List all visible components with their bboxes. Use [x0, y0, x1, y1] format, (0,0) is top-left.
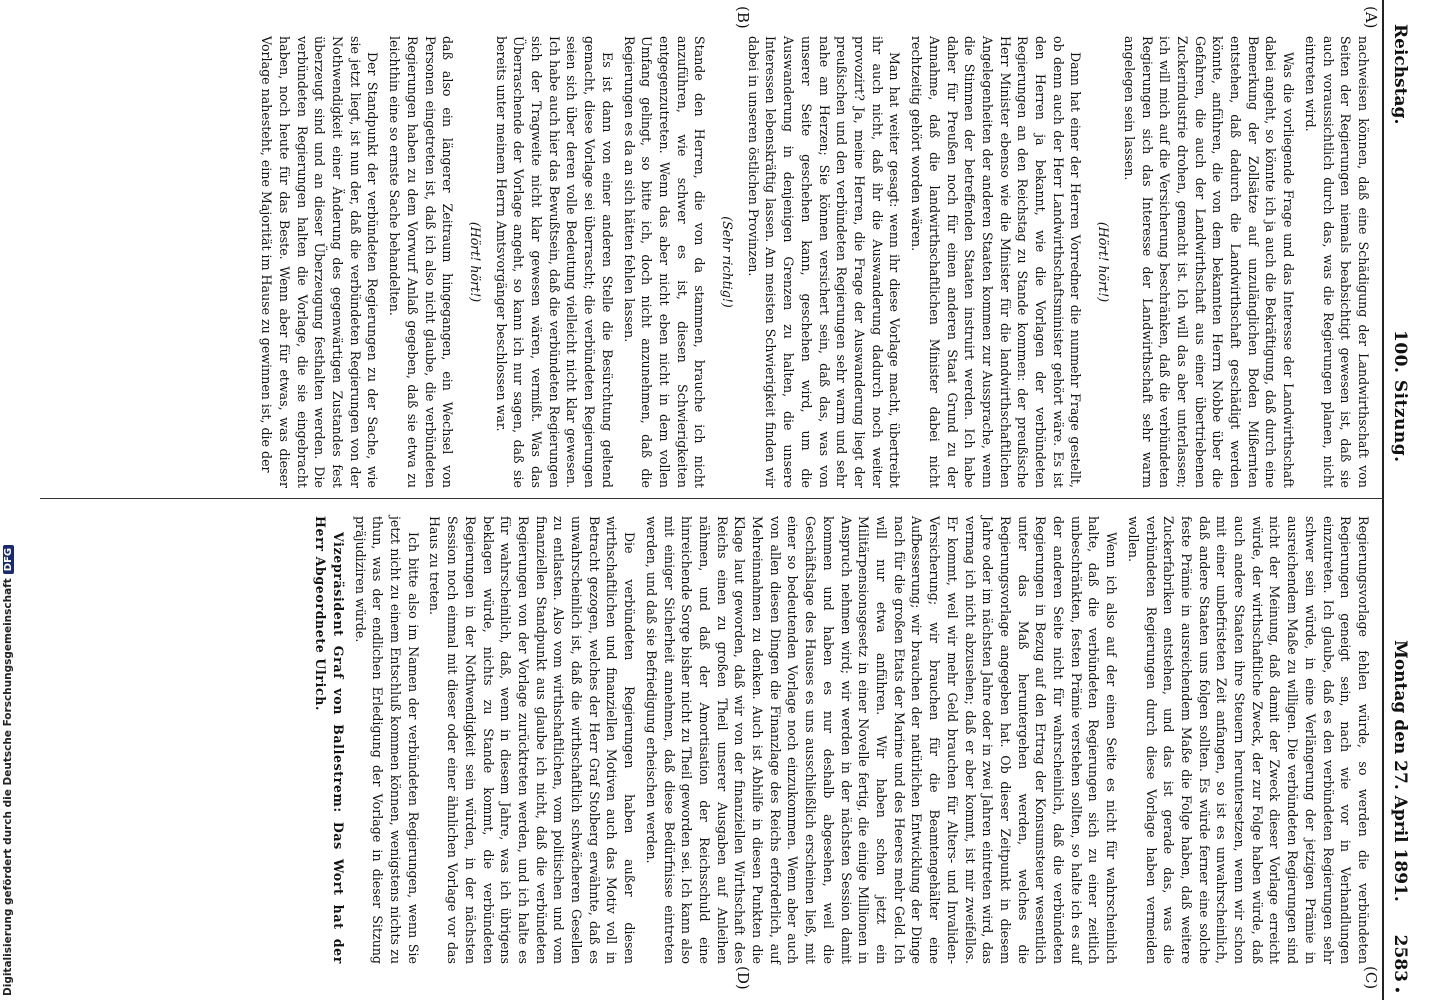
- margin-letter-a: (A): [1362, 6, 1380, 29]
- page-number: 2583: [1390, 934, 1410, 982]
- paragraph: Wenn ich also auf der einen Seite es nicht für wahrscheinlich halte, daß die verbündeten Regierungen sich zu einer zeitlich unbeschränkten, festen Prämie verstehen sollten, so halte ich es auf der anderen Seite nicht für wahrscheinlich, daß die verbündeten Regierungen in Bezug auf den Ertrag der Konsumsteuer wesentlich unter das Maß heruntergehen werden, welches die Regierungsvorlage angegeben hat. Ob dieser Zeitpunkt in diesem Jahre oder im nächsten Jahre oder in zwei Jahren eintreten wird, das vermag ich nicht abzusehen; daß er aber kommt, ist mir zweifellos. Er kommt, weil wir mehr Geld brauchen für Alters- und Invaliden-Versicherung; wir brauchen für die Beamtengehälter eine Aufbesserung; wir brauchen der natürlichen Entwicklung der Dinge nach für die großen Etats der Marine und des Heeres mehr Geld. Ich will nur etwa anführen. Wir haben schon jetzt ein Militärpensionsgesetz in einer Novelle fertig, die einige Millionen in Anspruch nehmen wird; wir werden in der nächsten Session damit kommen und haben es nur deshalb abgesehen, weil die Geschäftslage des Hauses es uns ausschließlich erscheinen ließ, mit einer so bedeutenden Vorlage noch einzukommen. Wenn aber auch von allen diesen Dingen die Finanzlage des Reichs erforderlich, auf Mehreinnahmen zu denken. Auch ist Abhilfe in diesen Punkten die Klage laut geworden, daß wir von der finanziellen Wirthschaft des Reichs einen zu großen Theil unserer Ausgaben auf Anleihen nähmen, und daß der Amortisation der Reichsschuld eine hinreichende Sorge bisher nicht zu Theil geworden sei. Ich kann also mit einiger Sicherheit annehmen, daß diese Bedürfnisse eintreten werden, und daß sie Befriedigung erheischen werden.: [643, 516, 1120, 964]
- paragraph: Man hat weiter gesagt: wenn ihr diese Vorlage macht, übertreibt ihr auch nicht, daß ihr die Auswanderung dadurch noch weiter provozirt? Ja, meine Herren, die Frage der Auswanderung liegt der preußischen und den verbündeten Regierungen sehr warm und sehr nahe am Herzen; Sie können versichert sein, daß das, was von unserer Seite geschehen kann, geschehen wird, um die Auswanderung in denjenigen Grenzen zu halten, die unsere Interessen lebenskräftig lassen. Am meisten Schwierigkeit finden wir dabei in unseren östlichen Provinzen.: [745, 36, 903, 488]
- margin-letter-d: (D): [734, 966, 752, 990]
- paragraph: Es ist dann von einer anderen Stelle die Besürchtung geltend gemacht, diese Vorlage sei überrascht; die verbündeten Regierungen seien sich über deren volle Bedeutung vielleicht nicht klar gewesen. Ich habe auch hier das Bewußtsein, daß die verbündeten Regierungen sich der Tragweite nicht klar gewesen wären, vermißt. Was das Überraschende der Vorlage angeht, so kann ich nur sagen, daß sie bereits unter meinem Herrn Amtsvorgänger beschlossen war.: [493, 36, 615, 488]
- paragraph: Die verbündeten Regierungen haben außer diesen wirthschaftlichen und finanziellen Motiven auch das Motiv voll in Betracht gezogen, welches der Herr Graf Stolberg erwähnte, daß es unwahrscheinlich ist, daß die wirthschaftlich schwächeren Gesellen zu entlasten. Also vom wirthschaftlichen, vom politischen und vom finanziellen Standpunkt aus glaube ich nicht, daß die verbündeten Regierungen von der Vorlage zurücktreten werden, und ich halte es für wahrscheinlich, daß, wenn in diesem Jahre, was ich übrigens beklagen würde, nichts zu Stande kommt, die verbündeten Regierungen in der Nothwendigkeit sein würden, in der nächsten Session noch einmal mit dieser oder einer ähnlichen Vorlage vor das Haus zu treten.: [427, 516, 638, 964]
- paragraph: Was die vorliegende Frage und das Interesse der Landwirthschaft dabei angeht, so könnte ich ja auch die Bekräftigung, daß durch eine Bemerkung der Zollsätze auf unzulänglichen Boden Mißernten entstehen, daß dadurch die Landwirthschaft geschädigt werden könnte, anführen, die von dem bekannten Herrn Nobbe über die Gefahren, die auch der Landwirthschaft aus einer übertriebenen Zuckerindustrie drohen, gemacht ist. Ich will das aber unterlassen; ich will mich auf die Versicherung beschränken, daß die verbündeten Regierungen sich das Interesse der Landwirthschaft sehr warm angelegen sein lassen.: [1121, 36, 1297, 488]
- column-divider: [40, 498, 1384, 499]
- paragraph: Ich bitte also im Namen der verbündeten Regierungen, wenn Sie jetzt nicht zu einem Entschluß kommen können, wenigstens nichts zu thun, was der endlichen Erledigung der Vorlage in dieser Sitzung präjudiziren würde.: [352, 516, 421, 964]
- paragraph: Regierungsvorlage fehlen würde, so werden die verbündeten Regierungen geneigt sein, nach wie vor in Verhandlungen einzutreten. Ich glaube, daß es den verbündeten Regierungen sehr schwer sein würde, in eine Verlängerung der jetzigen Prämie in ausreichendem Maße zu willigen. Die verbündeten Regierungen sind nicht der Meinung, daß damit der Zweck dieser Vorlage erreicht würde, der wirthschaftliche Zweck, der zur Folge haben würde, daß auch andere Staaten ihre Steuern heruntersetzen, wenn wir schon mit einer unbefristeten Zeit anfangen, so ist es unwahrscheinlich, daß andere Staaten uns folgen sollten. Es würde ferner eine solche feste Prämie in ausreichendem Maße die Folge haben, daß weitere Zuckerfabriken entstehen, und das ist gerade das, was die verbündeten Regierungen durch diese Vorlage haben vermeiden wollen.: [1125, 516, 1371, 964]
- header-left: Reichstag.: [1390, 24, 1410, 125]
- dfg-logo: DFG: [3, 545, 14, 574]
- paragraph: nachweisen können, daß eine Schädigung der Landwirthschaft von Seiten der Regierungen niemals beabsichtigt gewesen ist, daß sie auch voraussichtlich durch das, was die Regierungen planen, nicht eintreten wird.: [1302, 36, 1371, 488]
- page-header: [1382, 0, 1432, 1000]
- header-right: Montag den 27. April 1891.: [1390, 640, 1410, 902]
- margin-letter-b: (B): [734, 6, 752, 29]
- interjection: (Hört! hört!): [1096, 221, 1112, 303]
- margin-letter-c: (C): [1362, 966, 1380, 990]
- header-center: 100. Sitzung.: [1390, 330, 1410, 463]
- right-column: [308, 516, 1372, 964]
- speaker-line: Vizepräsident Graf von Ballestrem: Das Wort hat der Herr Abgeordnete Ulrich.: [313, 516, 346, 964]
- paragraph: Der Standpunkt der verbündeten Regierungen zu der Sache, wie sie jetzt liegt, ist nun der, daß die verbündeten Regierungen von der Nothwendigkeit einer Änderung des gegenwärtigen Zustandes fest überzeugt sind und an dieser Überzeugung festhalten werden. Die verbündeten Regierungen halten die Vorlage, die sie eingebracht haben, noch heute für das Beste. Wenn aber für etwas, was dieser Vorlage nahesteht, eine Majorität im Hause zu gewinnen ist, die der: [259, 36, 381, 488]
- paragraph: daß also ein längerer Zeitraum hingegangen, ein Wechsel von Personen eingetreten ist, daß ich also nicht glaube, die verbündeten Regierungen haben zu dem Vorwurf Anlaß gegeben, daß sie etwa zu leichthin eine so ernste Sache behandelten.: [387, 36, 456, 488]
- margin-dot: •: [1388, 985, 1404, 994]
- interjection: (Hört! hört!): [467, 221, 483, 303]
- digitization-credit: [2, 545, 14, 996]
- credit-text: Digitalisierung gefördert durch die Deutsche Forschungsgemeinschaft: [2, 578, 14, 996]
- paragraph: Stande den Herren, die von da stammen, brauche ich nicht anzuführen, wie schwer es ist, diesen Schwierigkeiten entgegenzutreten. Wenn das aber nicht eben nicht in dem vollen Umfang gelingt, so bitte ich, doch nicht anzunehmen, daß die Regierungen es da an sich hätten fehlen lassen.: [621, 36, 708, 488]
- paragraph: Dann hat einer der Herren Vorredner die nunmehr Frage gestellt, ob denn auch der Herr Landwirthschaftsminister gehört wäre. Es ist den Herren ja bekannt, wie die Vorlagen der verbündeten Regierungen an den Reichstag zu Stande kommen: der preußische Herr Minister ebenso wie die Minister für die landwirthschaftlichen Angelegenheiten der anderen Staaten kommen zur Aussprache, wenn die Stimmen der betreffenden Staaten instruirt werden. Ich habe daher für Preußen noch für einen anderen Staat Grund zu der Annahme, daß die landwirthschaftlichen Minister dabei nicht rechtzeitig gehört worden wären.: [909, 36, 1084, 488]
- left-column: [254, 36, 1372, 488]
- interjection: (Sehr richtig!): [720, 216, 736, 308]
